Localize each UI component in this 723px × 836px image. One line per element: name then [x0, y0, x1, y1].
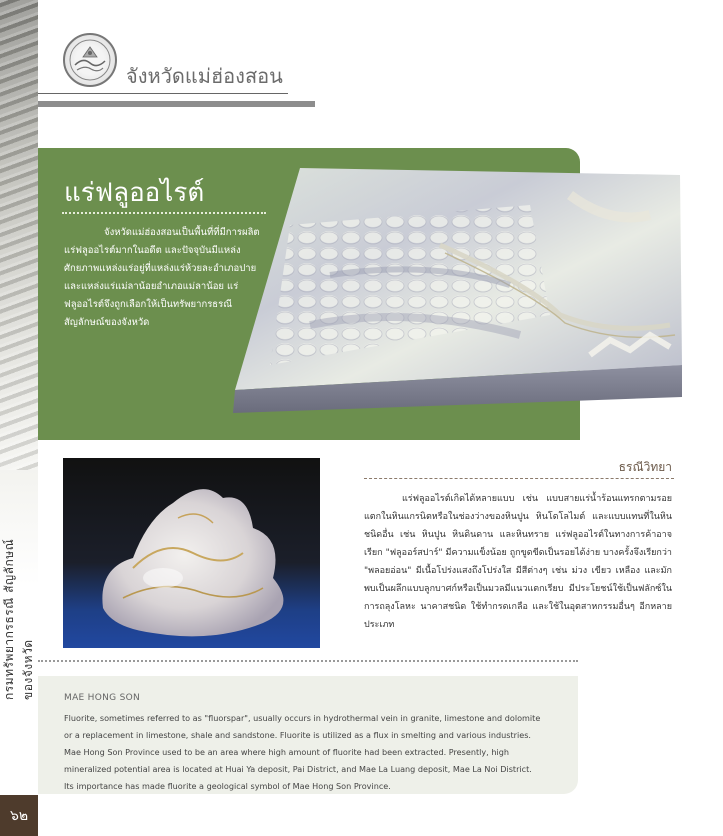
left-decorative-strip — [0, 0, 38, 836]
english-paragraph: Fluorite, sometimes referred to as "fluorspar", usually occurs in hydrothermal vein in granite, limestone and dolomite or a replacement in limestone, shale and sandstone. Fluorite is utilized as a flux in smelting and various industries. Mae Hong Son Province used to be an area where high amount of fluorite had been extracted. Presently, high mineralized potential area is located at Huai Ya deposit, Pai District, and Mae La Luang deposit, Mae La Noi District. Its importance has made fluorite a geological symbol of Mae Hong Son Province. — [64, 713, 541, 791]
english-heading: MAE HONG SON — [64, 693, 141, 703]
vertical-series-title: กรมทรัพยากรธรณี สัญลักษณ์ของจังหวัด — [2, 538, 35, 700]
geology-paragraph: แร่ฟลูออไรต์เกิดได้หลายแบบ เช่น แบบสายแร่น้ำร้อนแทรกตามรอยแตกในหินแกรนิตหรือในช่องว่างของหินปูน หินโดโลไมต์ และแบบแทนที่ในหินชนิดอื่น เช่น หินปูน หินดินดาน และหินทราย แร่ฟลูออไรต์ในทางการค้าอาจเรียก "ฟลูออร์สปาร์" มีความแข็งน้อย ถูกขูดขีดเป็นรอยได้ง่าย บางครั้งจึงเรียกว่า "พลอยอ่อน" มีเนื้อโปร่งแสงถึงโปร่งใส มีสีต่างๆ เช่น ม่วง เขียว เหลือง และมักพบเป็นผลึกแบบลูกบาศก์หรือเป็นมวลมีแนวแตกเรียบ มีประโยชน์ใช้เป็นฟลักซ์ในการถลุงโลหะ นาคาสชนิด ใช้ทำกรดเกลือ และใช้ในอุตสาหกรรมอื่นๆ อีกหลายประเภท — [364, 494, 672, 630]
fluorite-specimen-photo — [63, 458, 320, 648]
geology-divider — [364, 478, 674, 479]
province-title: จังหวัดแม่ฮ่องสอน — [126, 64, 283, 88]
intro-paragraph: จังหวัดแม่ฮ่องสอนเป็นพื้นที่ที่มีการผลิตแร่ฟลูออไรต์มากในอดีต และปัจจุบันมีแหล่งศักยภาพแหล่งแร่อยู่ที่แหล่งแร่ห้วยละอำเภอปาย และแหล่งแร่แม่ลาน้อยอำเภอแม่ลาน้อย แร่ฟลูออไรต์จึงถูกเลือกให้เป็นทรัพยากรธรณีสัญลักษณ์ของจังหวัด — [64, 227, 260, 328]
header-rule — [38, 93, 288, 94]
page-number: ๖๒ — [0, 795, 38, 836]
provincial-seal-icon — [63, 33, 117, 87]
fluorite-slab-photo — [230, 165, 685, 415]
section-divider — [38, 660, 578, 662]
header-bar — [38, 101, 315, 107]
rock-texture — [0, 0, 38, 470]
geology-heading: ธรณีวิทยา — [618, 460, 672, 474]
mineral-title: แร่ฟลูออไรต์ — [64, 178, 205, 208]
